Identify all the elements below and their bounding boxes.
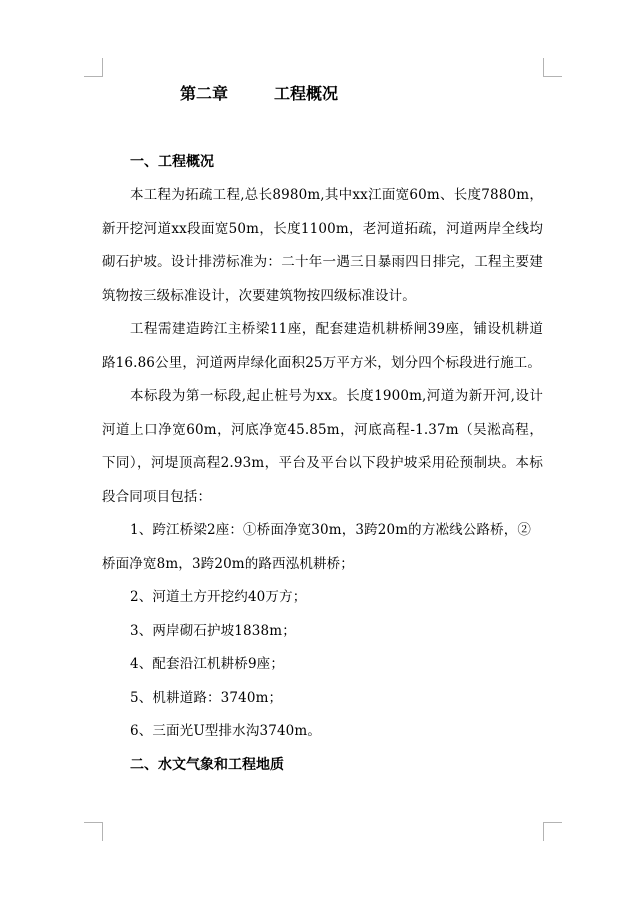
list-item: 3、两岸砌石护坡1838m； (130, 622, 296, 639)
page-corner-mark-bottom-left (84, 822, 103, 841)
list-item: 1、跨江桥梁2座：①桥面净宽30m，3跨20m的方凇线公路桥，②桥面净宽8m，3跨20m的路西泓机耕桥； (102, 522, 532, 572)
paragraph: 本标段为第一标段,起止桩号为xx。长度1900m,河道为新开河,设计河道上口净宽60m，河底净宽45.85m，河底高程-1.37m（吴淞高程，下同），河堤顶高程2.93m，平台及平台以下段护坡采用砼预制块。本标段合同项目包括： (102, 388, 543, 505)
document-body (102, 78, 543, 782)
chapter-number: 第二章 (180, 84, 229, 103)
section-heading-hydrology-geology: 二、水文气象和工程地质 (130, 756, 284, 773)
paragraph: 工程需建造跨江主桥梁11座，配套建造机耕桥闸39座，铺设机耕道路16.86公里，河道两岸绿化面积25万平方米，划分四个标段进行施工。 (102, 321, 543, 371)
page-corner-mark-bottom-right (543, 822, 562, 841)
page-corner-mark-top-right (543, 58, 562, 77)
chapter-name: 工程概况 (274, 84, 339, 103)
chapter-title (102, 78, 543, 110)
list-item: 2、河道土方开挖约40万方； (130, 589, 307, 605)
list-item: 6、三面光U型排水沟3740m。 (130, 723, 322, 739)
list-item: 4、配套沿江机耕桥9座； (130, 656, 284, 672)
section-heading-overview: 一、工程概况 (130, 154, 214, 170)
page-corner-mark-top-left (84, 58, 103, 77)
list-item: 5、机耕道路：3740m； (130, 689, 283, 706)
paragraph: 本工程为拓疏工程,总长8980m,其中xx江面宽60m、长度7880m，新开挖河道xx段面宽50m，长度1100m，老河道拓疏，河道两岸全线均砌石护坡。设计排涝标准为：二十年一遇三日暴雨四日排完，工程主要建筑物按三级标准设计，次要建筑物按四级标准设计。 (102, 187, 543, 304)
